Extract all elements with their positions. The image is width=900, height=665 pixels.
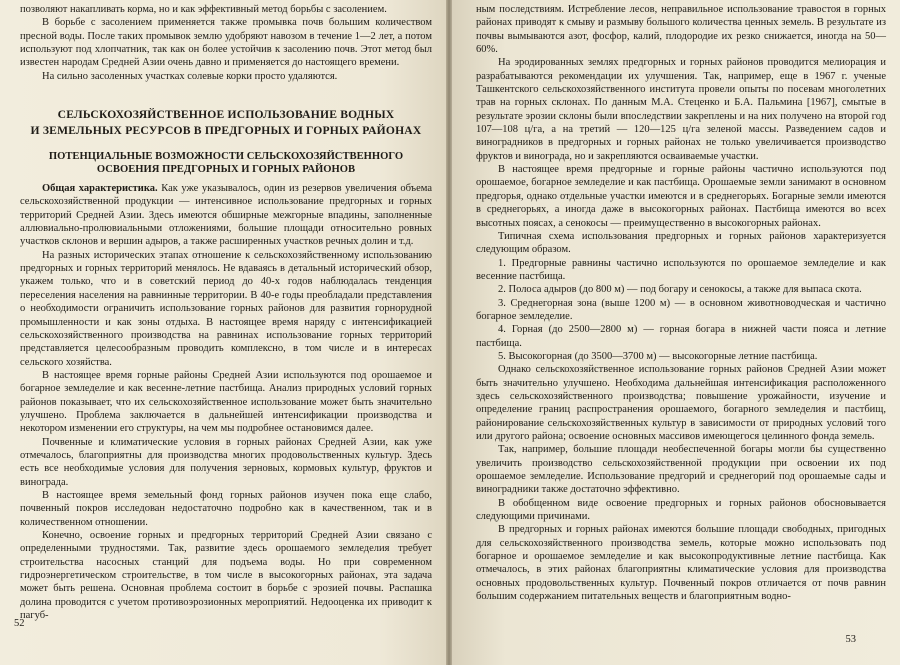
list-item: 2. Полоса адыров (до 800 м) — под богару и сенокосы, а также для выпаса скота. bbox=[498, 284, 862, 296]
lead-term: Общая характеристика. bbox=[42, 183, 158, 195]
paragraph: На разных исторических этапах отношение к сельскохозяйственному использованию предгорных и горных территорий менялось. Не вдаваясь в детальный исторический обзор, укажем только, что и в советский период до 40-х годов наблюдалась тенденция переселения населения на равнинные территории. В 40-е годы преобладали представления о необходимости ограничить использование горных районов для развития горнорудной промышленности и как зоны отдыха. В настоящее время наряду с интенсификацией сельскохозяйственного производства на равнинах использование горных территорий представляется целесообразным проводить комплексно, в том числе и в интересах сельского хозяйства. bbox=[20, 249, 432, 368]
paragraph: В предгорных и горных районах имеются большие площади свободных, пригодных для сельскохозяйственного производства земель, которые можно использовать под богарное и орошаемое земледелие и как высокопродуктивные летние пастбища. Как отмечалось, в этих районах благоприятны климатические условия для производства основных продовольственных культур. Почвенный покров отличается от почв равнин большим содержанием питательных веществ и благоприятным водно- bbox=[476, 524, 886, 603]
paragraph: Конечно, освоение горных и предгорных территорий Средней Азии связано с определенными трудностями. Так, развитие здесь орошаемого земледелия требует строительства насосных станций для подъема воды. Но при современном гидроэнергетическом строительстве, в том числе в высокогорных районах, эта задача может быть решена. Основная проблема состоит в борьбе с эрозией почвы. Распашка долина проводится с учетом противоэрозионных мероприятий. Недооценка их приводит к пагуб- bbox=[20, 530, 432, 622]
lead-text: Как уже указывалось, один из резервов увеличения объема сельскохозяйственной продукции — интенсивное использование предгорных и горных территорий Средней Азии. Здесь имеются обширные межгорные впадины, заполненные аллювиально-пролювиальными отложениями, большие площади относительно ровных участков склонов и вершин адыров, а также расширенных участков речных долин и т.д. bbox=[20, 183, 433, 248]
page-number-left: 52 bbox=[14, 618, 25, 629]
subsection-title bbox=[20, 150, 432, 176]
subsection-title-line: ПОТЕНЦИАЛЬНЫЕ ВОЗМОЖНОСТИ СЕЛЬСКОХОЗЯЙСТВЕННОГО bbox=[48, 151, 404, 163]
section-title-line: И ЗЕМЕЛЬНЫХ РЕСУРСОВ В ПРЕДГОРНЫХ И ГОРНЫХ РАЙОНАХ bbox=[30, 123, 422, 137]
right-page bbox=[452, 0, 900, 665]
left-page-text bbox=[20, 3, 432, 622]
subsection-title-line: ОСВОЕНИЯ ПРЕДГОРНЫХ И ГОРНЫХ РАЙОНОВ bbox=[96, 164, 356, 176]
left-page bbox=[0, 0, 446, 665]
list-item: 5. Высокогорная (до 3500—3700 м) — высокогорные летние пастбища. bbox=[498, 350, 818, 362]
paragraph: позволяют накапливать корма, но и как эффективный метод борьбы с засолением. bbox=[20, 4, 387, 15]
paragraph: В обобщенном виде освоение предгорных и горных районов обосновывается следующими причинами. bbox=[476, 497, 886, 523]
paragraph: В настоящее время горные районы Средней Азии используются под орошаемое и богарное земледелие и как весенне-летние пастбища. Анализ природных условий горных районов показывает, что их сельскохозяйственное использование может быть значительно улучшено. Проблема заключается в дальнейшей интенсификации производства и некотором изменении его структуры, на чем мы подробнее остановимся далее. bbox=[20, 369, 432, 435]
paragraph: Типичная схема использования предгорных и горных районов характеризуется следующим образом. bbox=[476, 230, 886, 256]
list-item: 1. Предгорные равнины частично используются по орошаемое земледелие и как весенние пастбища. bbox=[476, 257, 886, 282]
paragraph: Почвенные и климатические условия в горных районах Средней Азии, как уже отмечалось, благоприятны для производства многих продовольственных культур. Здесь есть все необходимые условия для получения зерновых, кормовых культур, фруктов и винограда. bbox=[20, 436, 432, 488]
section-title bbox=[20, 107, 432, 138]
page-number-right: 53 bbox=[845, 634, 856, 645]
paragraph: На эродированных землях предгорных и горных районов проводится мелиорация и разрабатываются рекомендации их улучшения. Так, например, еще в 1967 г. ученые Ташкентского сельскохозяйственного института провели опыты по посевам многолетних трав на горных склонах. По данным М.А. Стеценко и Б.А. Пальмина [1967], смытые в результате эрозии склоны были впоследствии закреплены и на них получено на второй год 107—108 ц/га, а на третий — 120—125 ц/га зеленой массы. Разведением садов и виноградников в предгорных и горных районах не только увеличивается производство фруктов и винограда, но и закрепляются осваиваемые участки. bbox=[476, 57, 886, 162]
paragraph: В настоящее время земельный фонд горных районов изучен пока еще слабо, почвенный покров исследован недостаточно подробно как в качественном, так и в количественном отношении. bbox=[20, 489, 432, 528]
paragraph: На сильно засоленных участках солевые корки просто удаляются. bbox=[42, 70, 338, 82]
section-title-line: СЕЛЬСКОХОЗЯЙСТВЕННОЕ ИСПОЛЬЗОВАНИЕ ВОДНЫХ bbox=[57, 108, 395, 122]
paragraph: Однако сельскохозяйственное использование горных районов Средней Азии может быть значительно улучшено. Необходима дальнейшая интенсификация расположенного здесь сельскохозяйственного производства; повышение урожайности, изучение и определение границ распространения орошаемого, богарного земледелия и пастбищ, районирование сельскохозяйственных культур в зависимости от природных условий того или другого района; освоение основных массивов имеющегося целинного фонда земель. bbox=[476, 364, 886, 442]
list-item: 4. Горная (до 2500—2800 м) — горная богара в нижней части пояса и летние пастбища. bbox=[476, 324, 886, 349]
paragraph: ным последствиям. Истребление лесов, неправильное использование травостоя в горных районах приводят к смыву и размыву большого количества ценных земель. В результате из почвы вымываются азот, фосфор, калий, плодородие их резко снижается, иногда на 50—60%. bbox=[476, 4, 886, 56]
paragraph: В борьбе с засолением применяется также промывка почв большим количеством пресной воды. После таких промывок землю удобряют навозом в течение 1—2 лет, а потом используют под хлопчатник, так как он более устойчив к засолению почв. Этот метод был известен народам Средней Азии очень давно и применяется до настоящего времени. bbox=[20, 17, 432, 69]
paragraph: В настоящее время предгорные и горные районы частично используются под орошаемое, богарное земледелие и как пастбища. Орошаемые земли занимают в основном предгорья, однако отдельные участки имеются и в среднегорьях. Богарные земли имеются в среднегорьях, а иногда даже в высокогорных районах. Пастбища имеются во всех высотных поясах, а сенокосы — преимущественно в высокогорных районах. bbox=[476, 164, 886, 229]
lead-paragraph bbox=[20, 182, 432, 249]
right-page-text bbox=[476, 3, 886, 603]
paragraph: Так, например, большие площади необеспеченной богары могли бы существенно увеличить производство сельскохозяйственной продукции при освоении их под орошаемое земледелие. Использование предгорий и среднегорий под орошаемые сады и виноградники также достаточно эффективно. bbox=[476, 444, 886, 496]
list-item: 3. Среднегорная зона (выше 1200 м) — в основном животноводческая и частично богарное земледелие. bbox=[476, 297, 886, 322]
